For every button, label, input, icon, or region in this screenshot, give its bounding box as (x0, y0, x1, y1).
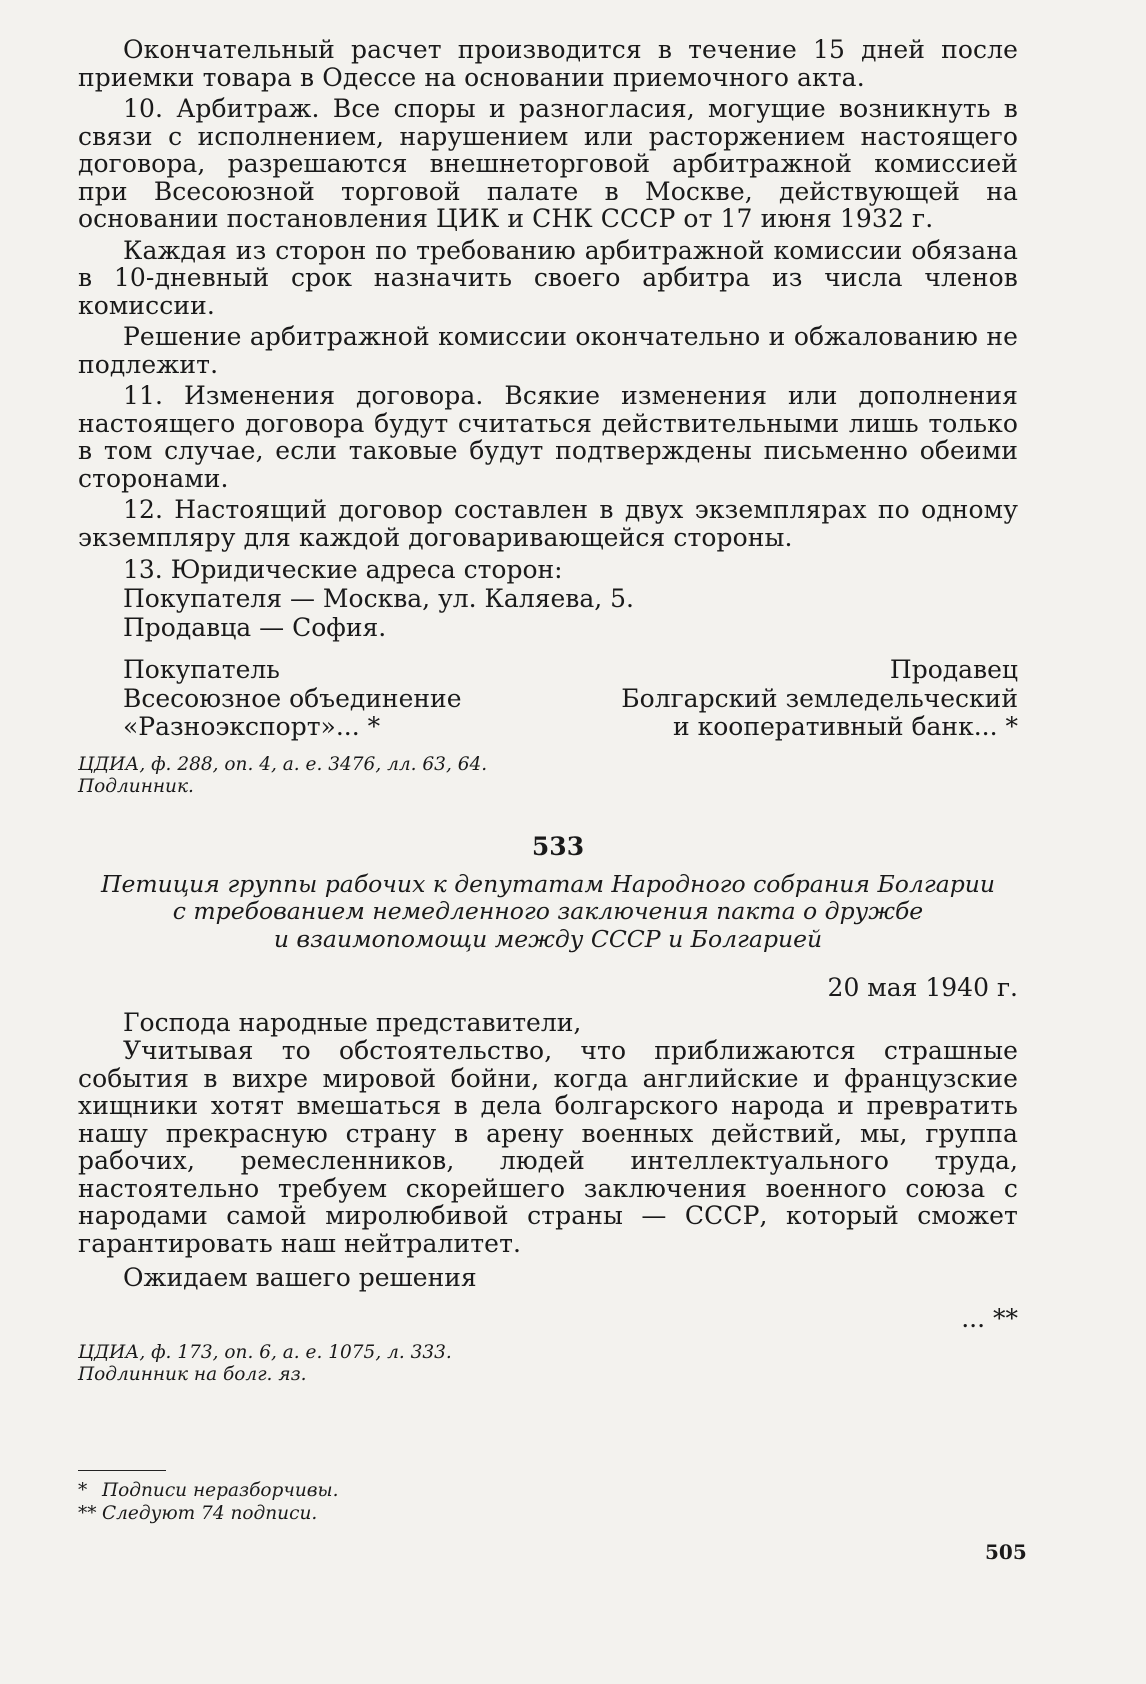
paragraph-decision: Решение арбитражной комиссии окончательно и обжалованию не подлежит. (78, 322, 1018, 379)
signature-left-3: «Разноэкспорт»... * (123, 712, 381, 741)
archive-reference: ЦДИА, ф. 288, оп. 4, а. е. 3476, лл. 63, 64. (78, 753, 488, 775)
paragraph-arbitrator: Каждая из сторон по требованию арбитражной комиссии обязана в 10-дневный срок назначить своего арбитра из числа членов комиссии. (78, 235, 1018, 320)
footnote-text: Следуют 74 подписи. (102, 1503, 318, 1524)
archive-source-2 (78, 1342, 1018, 1386)
paragraph-changes: 11. Изменения договора. Всякие изменения или дополнения настоящего договора будут считаться действительными лишь только в том случае, если таковые будут подтверждены письменно обеими сторонами. (78, 381, 1018, 493)
signature-stars: ... ** (961, 1304, 1018, 1333)
signature-right-2: Болгарский земледельческий (621, 683, 1018, 713)
title-line-1: Петиция группы рабочих к депутатам Народного собрания Болгарии (100, 869, 996, 898)
paragraph-arbitration: 10. Арбитраж. Все споры и разногласия, могущие возникнуть в связи с исполнением, нарушением или расторжением настоящего договора, разрешаются внешнеторговой арбитражной комиссией при Всесоюзной торговой палате в Москве, действующей на основании постановления ЦИК и СНК СССР от 17 июня 1932 г. (78, 94, 1018, 233)
signature-right-1: Продавец (889, 655, 1018, 684)
footnote-mark: ** (78, 1503, 97, 1524)
signature-left-1: Покупатель (123, 655, 280, 684)
signature-block (78, 656, 1018, 742)
archive-source-1 (78, 754, 1018, 798)
title-line-2: с требованием немедленного заключения пакта о дружбе (172, 897, 924, 925)
document-title (78, 871, 1018, 954)
footnotes (78, 1479, 1018, 1525)
archive-note: Подлинник на болг. яз. (78, 1364, 307, 1385)
footnote-2 (78, 1502, 1018, 1525)
footnote-divider (78, 1470, 166, 1471)
salutation: Господа народные представители, (123, 1008, 582, 1037)
paragraph-copies: 12. Настоящий договор составлен в двух экземплярах по одному экземпляру для каждой договаривающейся стороны. (78, 495, 1018, 552)
signature-right-3: и кооперативный банк... * (673, 712, 1018, 741)
archive-reference: ЦДИА, ф. 173, оп. 6, а. е. 1075, л. 333. (78, 1342, 452, 1363)
footnote-1 (78, 1479, 1018, 1502)
addresses-heading: 13. Юридические адреса сторон: (123, 555, 563, 584)
archive-note: Подлинник. (78, 775, 194, 797)
document-date: 20 мая 1940 г. (827, 973, 1018, 1002)
title-line-3: и взаимопомощи между СССР и Болгарией (273, 924, 823, 953)
address-seller: Продавца — София. (123, 613, 387, 642)
paragraph-final-payment: Окончательный расчет производится в течение 15 дней после приемки товара в Одессе на основании приемочного акта. (78, 35, 1018, 92)
petition-text: Учитывая то обстоятельство, что приближаются страшные события в вихре мировой бойни, когда английские и французские хищники хотят вмешаться в дела болгарского народа и превратить нашу прекрасную страну в арену военных действий, мы, группа рабочих, ремесленников, людей интеллектуального труда, настоятельно требуем скорейшего заключения военного союза с народами самой миролюбивой страны — СССР, который сможет гарантировать наш нейтралитет. (78, 1036, 1018, 1258)
document-page (78, 36, 1018, 1525)
page-number: 505 (985, 1540, 1027, 1564)
address-buyer: Покупателя — Москва, ул. Каляева, 5. (123, 584, 634, 613)
closing: Ожидаем вашего решения (123, 1263, 477, 1292)
footnote-mark: * (78, 1480, 88, 1501)
signature-left-2: Всесоюзное объединение (123, 683, 462, 713)
document-number: 533 (531, 831, 585, 861)
footnote-text: Подписи неразборчивы. (102, 1480, 339, 1501)
